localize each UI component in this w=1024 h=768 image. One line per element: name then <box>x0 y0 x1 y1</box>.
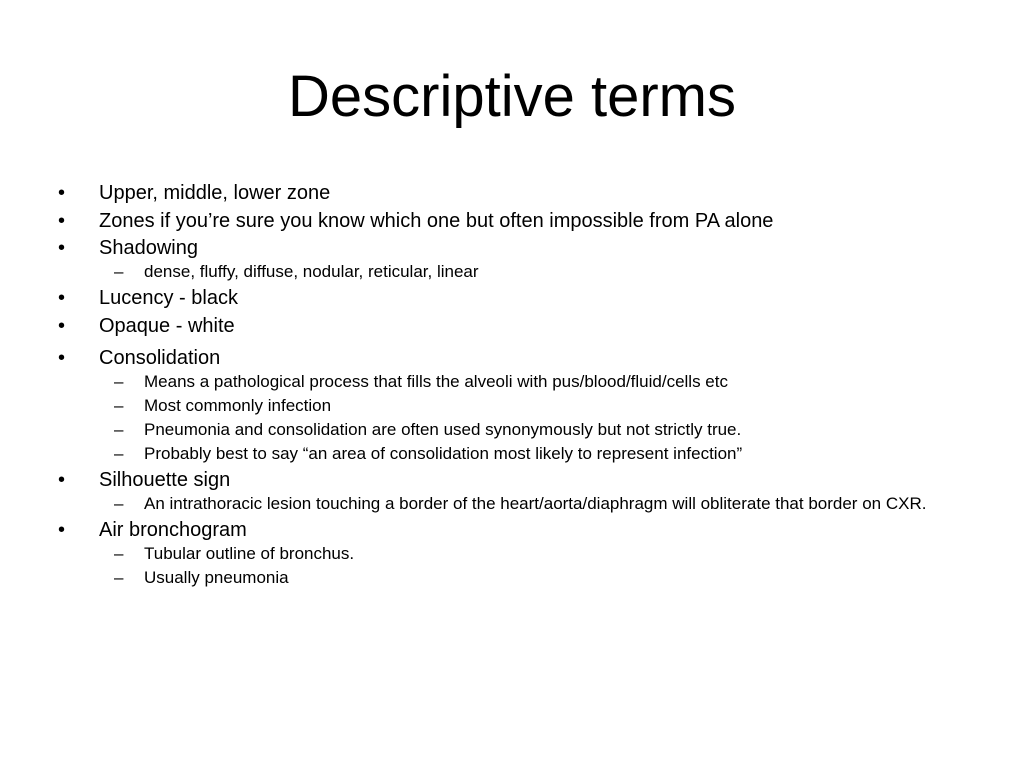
sub-marker: – <box>114 262 124 281</box>
bullet-item <box>58 236 958 281</box>
sub-item <box>99 494 958 513</box>
sub-text: Pneumonia and consolidation are often used synonymously but not strictly true. <box>144 419 742 439</box>
bullet-text: Air bronchogram <box>99 518 247 541</box>
bullet-marker: • <box>58 468 66 491</box>
sub-text: An intrathoracic lesion touching a border of the heart/aorta/diaphragm will obliterate that border on CXR. <box>144 493 927 513</box>
sub-text: Most commonly infection <box>144 395 332 415</box>
sub-marker: – <box>114 419 124 439</box>
sub-item <box>99 396 958 415</box>
bullet-text: Lucency - black <box>99 287 238 309</box>
sub-item <box>99 372 958 391</box>
sub-item <box>99 420 958 439</box>
bullet-marker: • <box>58 237 66 259</box>
sub-text: dense, fluffy, diffuse, nodular, reticular, linear <box>144 262 479 281</box>
sub-text: Probably best to say “an area of consolidation most likely to represent infection” <box>144 443 743 463</box>
sub-list <box>99 262 958 281</box>
bullet-text: Consolidation <box>99 346 221 369</box>
bullet-text: Shadowing <box>99 237 198 259</box>
bullet-text: Opaque - white <box>99 314 235 337</box>
bullet-item <box>58 314 958 338</box>
bullet-marker: • <box>58 346 66 369</box>
sub-list <box>99 494 958 513</box>
bullet-item <box>58 468 958 513</box>
sub-text: Means a pathological process that fills the alveoli with pus/blood/fluid/cells etc <box>144 371 728 391</box>
sub-item <box>99 544 958 563</box>
sub-list <box>99 544 958 587</box>
bullet-list <box>58 181 958 592</box>
bullet-item <box>58 286 958 310</box>
bullet-text: Zones if you’re sure you know which one but often impossible from PA alone <box>99 209 774 232</box>
sub-item <box>99 444 958 463</box>
bullet-marker: • <box>58 182 66 204</box>
bullet-item <box>58 518 958 587</box>
bullet-marker: • <box>58 287 66 309</box>
bullet-marker: • <box>58 209 66 232</box>
bullet-item <box>58 209 958 233</box>
sub-marker: – <box>114 543 124 563</box>
sub-item <box>99 262 958 281</box>
bullet-marker: • <box>58 314 66 337</box>
sub-list <box>99 372 958 463</box>
bullet-marker: • <box>58 518 66 541</box>
slide-title: Descriptive terms <box>288 64 736 129</box>
sub-marker: – <box>114 567 124 587</box>
bullet-item <box>58 181 958 205</box>
sub-marker: – <box>114 371 124 391</box>
sub-item <box>99 568 958 587</box>
bullet-text: Upper, middle, lower zone <box>99 182 331 204</box>
sub-marker: – <box>114 395 124 415</box>
sub-marker: – <box>114 493 124 513</box>
sub-marker: – <box>114 443 124 463</box>
bullet-text: Silhouette sign <box>99 468 231 491</box>
sub-text: Usually pneumonia <box>144 567 289 587</box>
bullet-item <box>58 346 958 463</box>
sub-text: Tubular outline of bronchus. <box>144 543 355 563</box>
